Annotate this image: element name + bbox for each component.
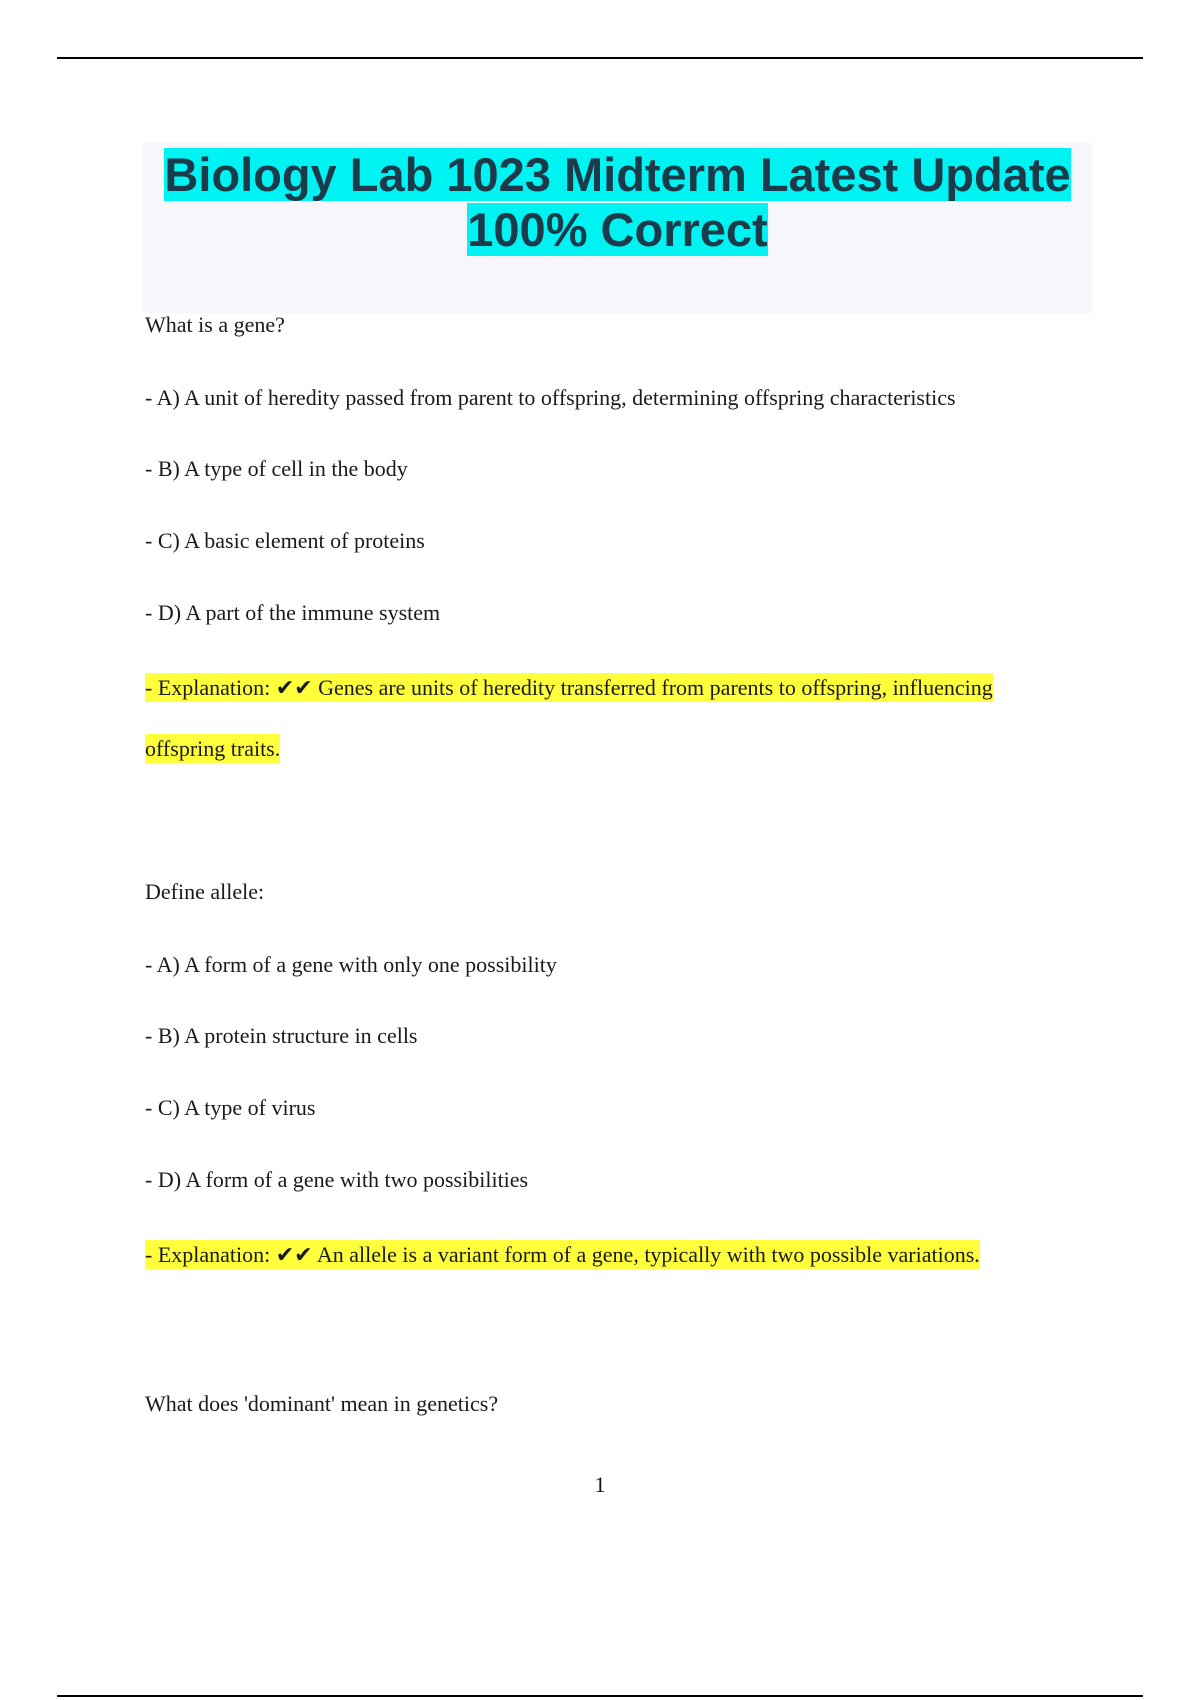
title-line-1: Biology Lab 1023 Midterm Latest Update — [164, 148, 1071, 201]
question-1-explanation-highlight-1: - Explanation: ✔✔ Genes are units of heredity transferred from parents to offspring, influencing — [145, 675, 993, 700]
document-title — [143, 143, 1092, 257]
question-2-option-c: - C) A type of virus — [145, 1095, 316, 1120]
question-2-option-d: - D) A form of a gene with two possibilities — [145, 1167, 529, 1192]
question-1-option-c: - C) A basic element of proteins — [145, 528, 425, 553]
question-2-option-b: - B) A protein structure in cells — [145, 1023, 418, 1048]
question-1-option-d: - D) A part of the immune system — [145, 600, 441, 625]
question-2-option-a: - A) A form of a gene with only one possibility — [145, 952, 557, 977]
question-1-explanation-highlight-2: offspring traits. — [145, 736, 281, 761]
page-number: 1 — [594, 1472, 606, 1497]
question-3-prompt: What does 'dominant' mean in genetics? — [145, 1391, 499, 1416]
question-2-prompt: Define allele: — [145, 879, 265, 904]
question-1-option-a: - A) A unit of heredity passed from parent to offspring, determining offspring characteristics — [145, 385, 956, 410]
title-block — [143, 143, 1092, 313]
question-1-explanation-line-1 — [145, 675, 993, 701]
question-1-option-b: - B) A type of cell in the body — [145, 456, 408, 481]
top-rule — [57, 57, 1143, 59]
question-1-prompt: What is a gene? — [145, 312, 285, 337]
question-2-explanation-highlight-1: - Explanation: ✔✔ An allele is a variant form of a gene, typically with two possible variations. — [145, 1242, 980, 1267]
bottom-rule — [57, 1695, 1143, 1697]
title-line-2: 100% Correct — [467, 203, 768, 256]
question-1-explanation-line-2 — [145, 736, 280, 762]
question-2-explanation-line-1 — [145, 1242, 980, 1268]
